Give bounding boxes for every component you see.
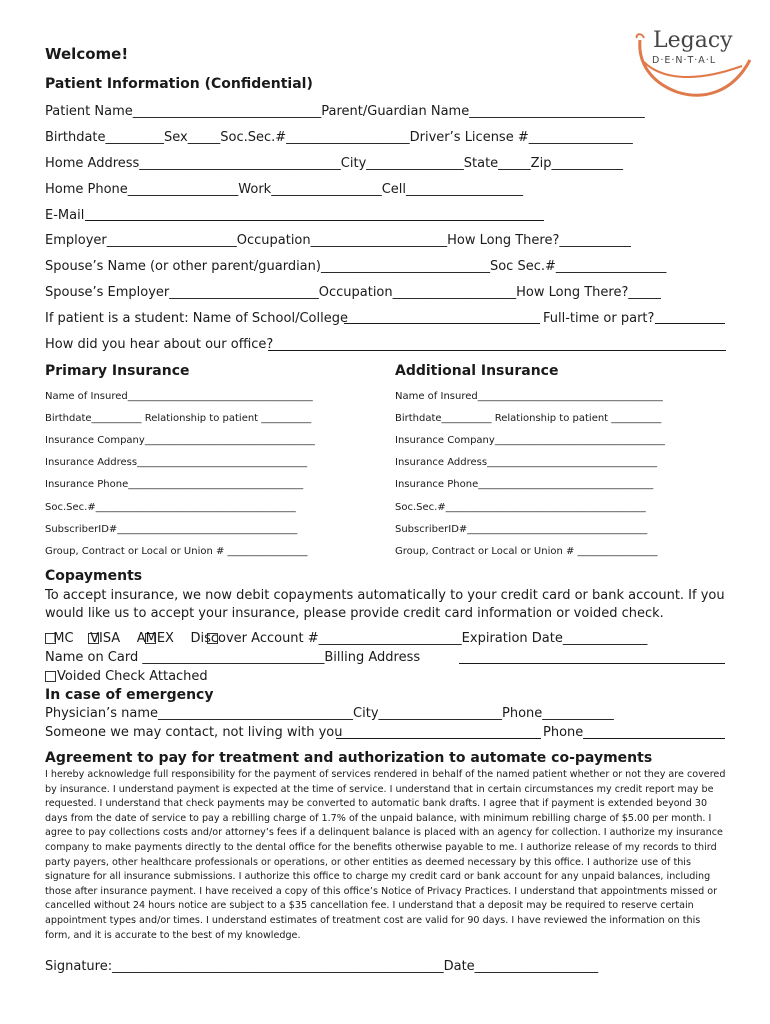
additional-phone[interactable]: Insurance Phone___________________________________ xyxy=(395,479,654,490)
welcome-heading: Welcome! xyxy=(45,45,129,63)
primary-group[interactable]: Group, Contract or Local or Union # ________________ xyxy=(45,546,308,557)
contact-label: Someone we may contact, not living with you xyxy=(45,725,343,740)
physician-line[interactable]: Physician’s name______________________________City___________________Phone___________ xyxy=(45,706,614,721)
copayments-heading: Copayments xyxy=(45,568,143,584)
additional-address[interactable]: Insurance Address__________________________________ xyxy=(395,457,658,468)
signature-line[interactable]: Signature:___________________________________________________Date___________________ xyxy=(45,959,599,974)
copay-text-1: To accept insurance, we now debit copayments automatically to your credit card or bank account. If you xyxy=(45,588,725,603)
additional-group[interactable]: Group, Contract or Local or Union # ________________ xyxy=(395,546,658,557)
additional-socsec[interactable]: Soc.Sec.#________________________________________ xyxy=(395,502,646,513)
primary-insurance-heading: Primary Insurance xyxy=(45,363,190,379)
logo-dental: D·E·N·T·A·L xyxy=(652,55,717,66)
billing-address-field[interactable] xyxy=(459,651,725,664)
birthdate-line[interactable]: Birthdate_________Sex_____Soc.Sec.#___________________Driver’s License #________________ xyxy=(45,130,633,145)
primary-socsec[interactable]: Soc.Sec.#________________________________________ xyxy=(45,502,296,513)
primary-address[interactable]: Insurance Address__________________________________ xyxy=(45,457,308,468)
additional-insured-name[interactable]: Name of Insured_____________________________________ xyxy=(395,391,663,402)
additional-company[interactable]: Insurance Company__________________________________ xyxy=(395,435,665,446)
primary-birthdate[interactable]: Birthdate__________ Relationship to patient __________ xyxy=(45,413,312,424)
address-line[interactable]: Home Address_______________________________City_______________State_____Zip___________ xyxy=(45,156,623,171)
logo-name: Legacy xyxy=(653,28,733,53)
additional-subscriber-id[interactable]: SubscriberID#____________________________________ xyxy=(395,524,648,535)
school-field[interactable] xyxy=(344,311,540,324)
primary-phone[interactable]: Insurance Phone___________________________________ xyxy=(45,479,304,490)
voided-check-label: Voided Check Attached xyxy=(57,669,208,684)
contact-phone-label: Phone xyxy=(543,725,584,740)
primary-subscriber-id[interactable]: SubscriberID#____________________________________ xyxy=(45,524,298,535)
agreement-heading: Agreement to pay for treatment and authorization to automate co-payments xyxy=(45,750,653,766)
agreement-text: I hereby acknowledge full responsibility for the payment of services rendered in behalf of the named patient whether or not they are covered by insurance. I understand payment is expected at the time of service. I understand that in certain circumstances my credit report may be requested. I understand that check payments may be converted to automatic bank drafts. I agree that if payment is extended beyond 30 days from the date of service to pay a rebilling charge of 1.7% of the unpaid balance, with minimum rebilling charge of $5.00 per month. I agree to pay collections costs and/or attorney’s fees if a delinquent balance is placed with an agency for collection. I authorize my insurance company to make payments directly to the dental office for the benefits otherwise payable to me. I authorize release of my records to third party payers, other healthcare professionals or operations, or other entities as deemed necessary by this office. I authorize use of this signature for all insurance submissions. I authorize this office to charge my credit card or bank account for any unpaid balances, including those after insurance payment. I have received a copy of this office’s Notice of Privacy Practices. I understand that appointments missed or cancelled without 24 hours notice are subject to a $35 cancellation fee. I understand that a deposit may be required to reserve certain appointment types and/or times. I understand estimates of treatment cost are valid for 90 days. I have reviewed the information on this form, and it is accurate to the best of my knowledge. xyxy=(45,769,726,941)
patient-name-line[interactable]: Patient Name_____________________________Parent/Guardian Name___________________________ xyxy=(45,104,645,119)
name-on-card-line[interactable]: Name on Card ____________________________Billing Address xyxy=(45,650,421,665)
fulltime-field[interactable] xyxy=(655,311,725,324)
contact-field[interactable] xyxy=(336,726,541,739)
fulltime-label: Full-time or part? xyxy=(543,311,655,326)
copay-text-2: would like us to accept your insurance, please provide credit card information or voided check. xyxy=(45,606,664,621)
contact-phone-field[interactable] xyxy=(583,726,725,739)
emergency-heading: In case of emergency xyxy=(45,687,214,703)
primary-company[interactable]: Insurance Company__________________________________ xyxy=(45,435,315,446)
phone-line[interactable]: Home Phone_________________Work_________________Cell__________________ xyxy=(45,182,524,197)
referral-label: How did you hear about our office? xyxy=(45,337,274,352)
page-title: Patient Information (Confidential) xyxy=(45,76,313,92)
employer-line[interactable]: Employer____________________Occupation_____________________How Long There?___________ xyxy=(45,233,631,248)
spouse-employer-line[interactable]: Spouse’s Employer_______________________Occupation___________________How Long There?_____ xyxy=(45,285,661,300)
additional-birthdate[interactable]: Birthdate__________ Relationship to patient __________ xyxy=(395,413,662,424)
email-label: E-Mail xyxy=(45,208,85,223)
voided-check-checkbox[interactable] xyxy=(45,671,56,682)
smile-icon xyxy=(632,32,754,100)
spouse-name-line[interactable]: Spouse’s Name (or other parent/guardian)__________________________Soc Sec.#_________________ xyxy=(45,259,667,274)
referral-field[interactable] xyxy=(268,338,726,351)
school-label: If patient is a student: Name of School/College xyxy=(45,311,348,326)
primary-insured-name[interactable]: Name of Insured_____________________________________ xyxy=(45,391,313,402)
additional-insurance-heading: Additional Insurance xyxy=(395,363,559,379)
email-field[interactable] xyxy=(85,208,544,221)
card-type-line[interactable]: MC VISA AMEX Discover Account #______________________Expiration Date_____________ xyxy=(45,631,648,646)
